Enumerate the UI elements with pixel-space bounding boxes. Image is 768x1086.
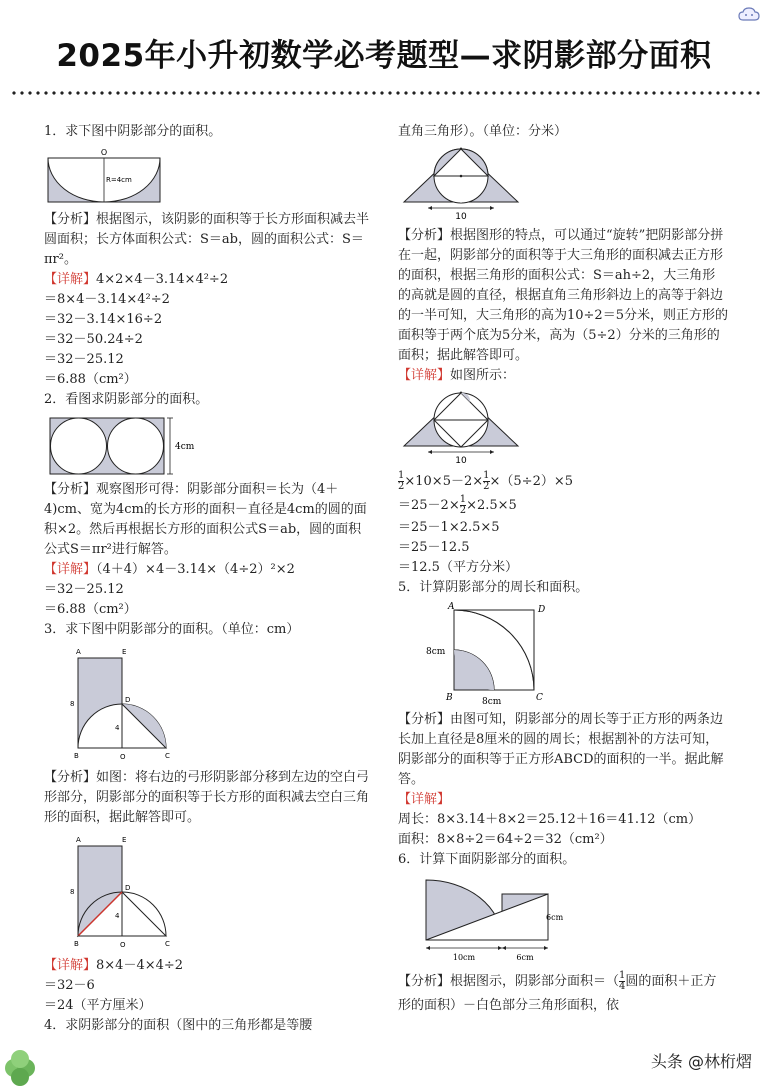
q5-figure xyxy=(398,602,548,706)
q4-formula-tail2: ×（5÷2）×5 xyxy=(489,474,574,489)
right-column xyxy=(398,122,728,1018)
q6-analysis-b: 圆的面积＋正方形的面积）－白色部分三角形面积，依 xyxy=(398,974,717,1013)
q3-fig-d: D xyxy=(125,696,131,704)
q4-step: ＝25－12.5 xyxy=(398,540,470,555)
q3-fig-a: A xyxy=(76,648,81,656)
q1-fig-o: O xyxy=(100,148,108,157)
q6-figure xyxy=(398,874,564,966)
q4-question: 4．求阴影部分的面积（图中的三角形都是等腰 xyxy=(44,1018,313,1033)
q1-analysis: 【分析】根据图示，该阴影的面积等于长方形面积减去半圆面积；长方体面积公式：S＝ab，圆的面积公式：S＝πr²。 xyxy=(44,212,370,267)
q4-fraction-half-2: $\frac{1}{2}$ xyxy=(483,470,490,492)
q2-detail-label: 【详解】 xyxy=(44,562,97,577)
q5-question: 5．计算阴影部分的周长和面积。 xyxy=(398,580,589,595)
q1-figure xyxy=(44,146,164,206)
q3-fig-8: 8 xyxy=(70,700,75,708)
q3-fig2-a: A xyxy=(76,836,81,844)
q4-step: ＝12.5（平方分米） xyxy=(398,560,518,575)
dotted-divider xyxy=(10,90,760,96)
q5-fig-c: C xyxy=(536,693,543,703)
q6-fig-6b: 6cm xyxy=(546,913,564,922)
clover-icon xyxy=(0,1046,40,1086)
q2-fig-len: 4cm xyxy=(175,442,195,452)
q3-step: ＝32－6 xyxy=(44,978,95,993)
q3-fig2-b: B xyxy=(74,940,79,948)
q4-fig2-10: 10 xyxy=(455,456,467,466)
q1-step: ＝32－3.14×16÷2 xyxy=(44,312,163,327)
q2-step: ＝6.88（cm²） xyxy=(44,602,137,617)
q6-fraction: $\frac{1}{4}$ xyxy=(619,970,626,992)
cloud-icon xyxy=(738,6,760,22)
q5-detail-label: 【详解】 xyxy=(398,792,451,807)
q1-fig-r: R=4cm xyxy=(106,176,132,184)
q3-analysis: 【分析】如图：将右边的弓形阴影部分移到左边的空白弓形部分，阴影部分的面积等于长方形的面积减去空白三角形的面积，据此解答即可。 xyxy=(44,770,370,825)
q2-analysis: 【分析】观察图形可得：阴影部分面积＝长为（4＋4)cm、宽为4cm的长方形的面积－直径是4cm的圆的面积×2。然后再根据长方形的面积公式S＝ab，圆的面积公式S＝πr²进行解答。 xyxy=(44,482,367,557)
q3-fig-e: E xyxy=(122,648,127,656)
q3-fig-4: 4 xyxy=(115,724,120,732)
q5-fig-bottom: 8cm xyxy=(482,697,502,707)
q4-step: ＝25－1×2.5×5 xyxy=(398,520,500,535)
q4-step1-tail: ×2.5×5 xyxy=(466,498,517,513)
watermark: 头条 @林桁熠 xyxy=(650,1052,752,1071)
q3-fig-b: B xyxy=(74,752,79,760)
q6-fig-10: 10cm xyxy=(452,953,476,962)
q5-fig-b: B xyxy=(446,693,453,703)
q4-step: ＝25－2× xyxy=(398,498,460,513)
q1-detail-label: 【详解】 xyxy=(44,272,97,287)
q3-figure-2 xyxy=(44,832,194,952)
q2-figure xyxy=(44,414,204,476)
q1-question: 1．求下图中阴影部分的面积。 xyxy=(44,124,222,139)
q4-figure-2 xyxy=(398,390,528,466)
q4-analysis: 【分析】根据图形的特点，可以通过“旋转”把阴影部分拼在一起，阴影部分的面积等于大三角形的面积减去正方形的面积，根据三角形的面积公式：S＝ah÷2，大三角形的高就是圆的直径，根据直角三角形斜边上的高等于斜边的一半可知，大三角形的高为10÷2＝5分米，则正方形的面积等于两个底为5分米，高为（5÷2）分米的三角形的面积；据此解答即可。 xyxy=(398,228,728,363)
q1-step: ＝32－25.12 xyxy=(44,352,124,367)
q1-step: ＝8×4－3.14×4²÷2 xyxy=(44,292,170,307)
q6-question: 6．计算下面阴影部分的面积。 xyxy=(398,852,576,867)
q5-analysis: 【分析】由图可知，阴影部分的周长等于正方形的两条边长加上直径是8厘米的圆的周长；根据割补的方法可知，阴影部分的面积等于正方形ABCD的面积的一半。据此解答。 xyxy=(398,712,724,787)
q2-question: 2．看图求阴影部分的面积。 xyxy=(44,392,209,407)
q6-analysis-a: 【分析】根据图示，阴影部分面积＝（ xyxy=(398,974,620,989)
q6-fig-6a: 6cm xyxy=(516,953,534,962)
q3-detail-first: 8×4－4×4÷2 xyxy=(96,958,184,973)
q4-figure-1 xyxy=(398,146,528,222)
q3-question: 3．求下图中阴影部分的面积。（单位：cm） xyxy=(44,622,300,637)
q4-fraction-half: $\frac{1}{2}$ xyxy=(398,470,405,492)
q1-detail-first: 4×2×4－3.14×4²÷2 xyxy=(96,272,229,287)
q3-detail-label: 【详解】 xyxy=(44,958,97,973)
q5-area: 面积：8×8÷2＝64÷2＝32（cm²） xyxy=(398,832,613,847)
q4-question-cont: 直角三角形）。（单位：分米） xyxy=(398,124,568,139)
q4-detail-label: 【详解】 xyxy=(398,368,451,383)
q3-fig-o: O xyxy=(120,753,126,761)
left-column xyxy=(44,122,374,1036)
q1-step: ＝6.88（cm²） xyxy=(44,372,137,387)
q5-perimeter: 周长：8×3.14＋8×2＝25.12＋16＝41.12（cm） xyxy=(398,812,702,827)
q4-fig-10: 10 xyxy=(455,212,467,222)
q4-fraction-half-3: $\frac{1}{2}$ xyxy=(459,494,467,516)
q5-fig-a: A xyxy=(448,602,455,612)
q4-detail-text: 如图所示： xyxy=(450,368,516,383)
q3-fig2-8: 8 xyxy=(70,888,75,896)
page-title: 2025年小升初数学必考题型—求阴影部分面积 xyxy=(56,38,712,74)
q3-fig2-4: 4 xyxy=(115,912,120,920)
q1-step: ＝32－50.24÷2 xyxy=(44,332,143,347)
q3-figure-1 xyxy=(44,644,194,764)
q5-fig-d: D xyxy=(538,605,546,615)
q5-fig-side: 8cm xyxy=(426,647,446,657)
q3-fig2-o: O xyxy=(120,941,126,949)
q2-step: ＝32－25.12 xyxy=(44,582,124,597)
q3-step: ＝24（平方厘米） xyxy=(44,998,152,1013)
q3-fig2-e: E xyxy=(122,836,127,844)
q4-formula-tail1: ×10×5－2× xyxy=(404,474,484,489)
q3-fig-c: C xyxy=(165,752,170,760)
q3-fig2-c: C xyxy=(165,940,170,948)
q3-fig2-d: D xyxy=(125,884,131,892)
q2-detail-first: （4＋4）×4－3.14×（4÷2）²×2 xyxy=(96,562,295,577)
